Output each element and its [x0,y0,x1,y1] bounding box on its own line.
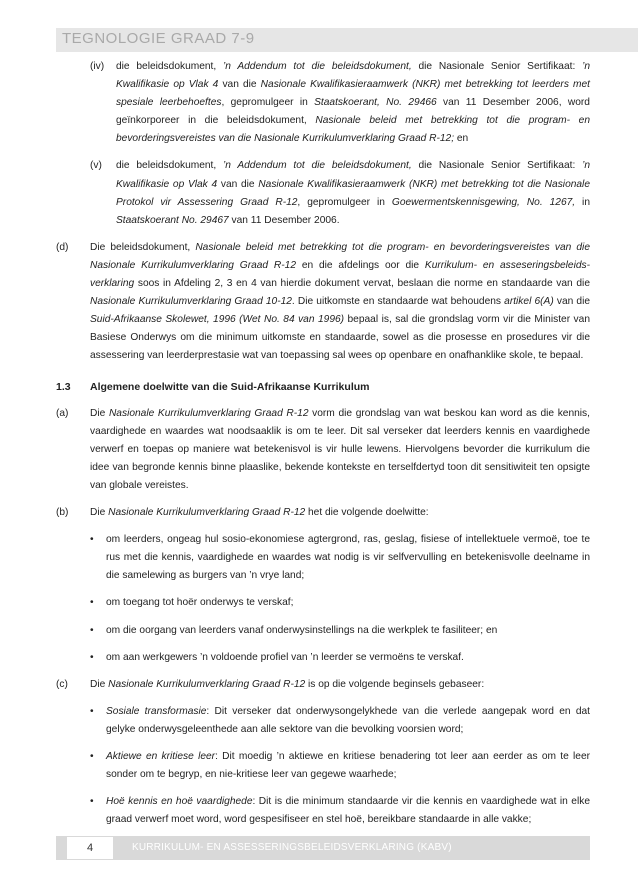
footer-title: KURRIKULUM- EN ASSESSERINGSBELEIDSVERKLARING (KABV) [132,842,452,853]
bullet-text: om die oorgang van leerders vanaf onderwysinstellings na die werkplek te fasiliteer; en [106,624,498,636]
bullet-text: om aan werkgewers ’n voldoende profiel van ’n leerder se vermoëns te verskaf. [106,651,464,663]
item-label: (b) [56,507,69,519]
item-label: (a) [56,407,69,419]
bullet-text: Sosiale transformasie: Dit verseker dat onderwysongelykhede van die verlede aangepak word en dat gelyke onderwysgeleenthede aan alle sektore van die bevolking voorsien word; [106,705,590,735]
bullet-item: • Sosiale transformasie: Dit verseker dat onderwysongelykhede van die verlede aangepak word en dat gelyke onderwysgeleenthede aan alle sektore van die bevolking voorsien word; [90,703,590,739]
bullet-item: • om die oorgang van leerders vanaf onderwysinstellings na die werkplek te fasiliteer; en [90,622,590,640]
item-text: Die Nasionale Kurrikulumverklaring Graad R-12 het die volgende doelwitte: [90,507,429,519]
bullet-text: om toegang tot hoër onderwys te verskaf; [106,597,294,609]
bullet-text: Aktiewe en kritiese leer: Dit moedig ’n aktiewe en kritiese benadering tot leer aan eerder as om te leer sonder om te begryp, en nie-kritiese leer van gegewe waarhede; [106,751,590,781]
bullet-item: • om toegang tot hoër onderwys te verskaf; [90,594,590,612]
item-text: die beleidsdokument, ’n Addendum tot die beleidsdokument, die Nasionale Senior Sertifikaat: ’n Kwalifikasie op Vlak 4 van die Nasionale Kwalifikasieraamwerk (NKR) met betrekking tot die Nasionale Protokol vir Assessering Graad R-12, gepromulgeer in Goewermentskennisgewing, No. 1267, in Staatskoerant No. 29467 van 11 Desember 2006. [116,160,590,226]
item-text: Die Nasionale Kurrikulumverklaring Graad R-12 vorm die grondslag van wat beskou kan word as die kennis, vaardighede en waardes wat noodsaaklik is om te leer. Dit sal verseker dat leerders kennis en vaardighede verwerf en toepas op maniere wat betekenisvol is vir hulle lewens. Hiervolgens bevorder die kurrikulum die idee van begronde kennis binne plaaslike, bekende kontekste en terselfdertyd toon dit sensitiwiteit ten opsigte van globale vereistes. [90,407,590,491]
item-text: Die beleidsdokument, Nasionale beleid met betrekking tot die program- en bevorderingsvereistes van die Nasionale Kurrikulumverklaring Graad R-12 en die afdelings oor die Kurrikulum- en asseseringsbeleids-verklaring soos in Afdeling 2, 3 en 4 van hierdie dokument vervat, beslaan die norme en standaarde van die Nasionale Kurrikulumverklaring Graad 10-12. Die uitkomste en standaarde wat behoudens artikel 6(A) van die Suid-Afrikaanse Skolewet, 1996 (Wet No. 84 van 1996) bepaal is, sal die grondslag vorm vir die Minister van Basiese Onderwys om die minimum uitkomste en standaarde, sowel as die prosesse en prosedures vir die assessering van leerderprestasie wat van toepassing sal wees op openbare en onafhanklike skole, te bepaal. [90,241,591,362]
bullet-text: Hoë kennis en hoë vaardighede: Dit is die minimum standaarde vir die kennis en vaardighede wat in elke graad verwerf moet word, word gespesifiseer en stel hoë, bereikbare standaarde in alle vakke; [106,796,590,826]
bullet-item: • om leerders, ongeag hul sosio-ekonomiese agtergrond, ras, geslag, fisiese of intellektuele vermoë, toe te rus met die kennis, vaardighede en waardes wat nodig is vir selfvervulling en betekenisvolle deelname in die samelewing as burgers van ’n vrye land; [90,531,590,585]
list-item-iv [90,58,590,148]
bullet-item: • Aktiewe en kritiese leer: Dit moedig ’n aktiewe en kritiese benadering tot leer aan eerder as om te leer sonder om te begryp, en nie-kritiese leer van gegewe waarhede; [90,748,590,784]
list-item-v [90,157,590,229]
paragraph-a [56,405,590,495]
paragraph-c [56,676,590,694]
bullet-text: om leerders, ongeag hul sosio-ekonomiese agtergrond, ras, geslag, fisiese of intellektuele vermoë, toe te rus met die kennis, vaardighede en waardes wat nodig is vir selfvervulling en betekenisvolle deelname in die samelewing as burgers van ’n vrye land; [106,534,590,582]
item-label: (iv) [90,61,105,72]
running-header-title: TEGNOLOGIE GRAAD 7-9 [62,30,255,47]
section-number: 1.3 [56,380,71,393]
bullet-item: • om aan werkgewers ’n voldoende profiel van ’n leerder se vermoëns te verskaf. [90,649,590,667]
page-number: 4 [66,836,114,860]
section-heading [56,378,590,396]
bullet-item: • Hoë kennis en hoë vaardighede: Dit is die minimum standaarde vir die kennis en vaardighede wat in elke graad verwerf moet word, word gespesifiseer en stel hoë, bereikbare standaarde in alle vakke; [90,793,590,829]
section-title: Algemene doelwitte van die Suid-Afrikaanse Kurrikulum [90,380,370,393]
item-text: die beleidsdokument, ’n Addendum tot die beleidsdokument, die Nasionale Senior Sertifikaat: ’n Kwalifikasie op Vlak 4 van die Nasionale Kwalifikasieraamwerk (NKR) met betrekking tot leerders met spesiale leerbehoeftes, gepromulgeer in Staatskoerant, No. 29466 van 11 Desember 2006, word geïnkorporeer in die beleidsdokument, Nasionale beleid met betrekking tot die program- en bevorderingsvereistes van die Nasionale Kurrikulumverklaring Graad R-12; en [116,61,591,145]
document-body [56,58,590,829]
item-label: (v) [90,160,102,172]
paragraph-b [56,504,590,522]
item-label: (c) [56,678,68,690]
item-label: (d) [56,241,69,253]
item-text: Die Nasionale Kurrikulumverklaring Graad R-12 is op die volgende beginsels gebaseer: [90,678,485,690]
list-item-d [56,239,590,366]
